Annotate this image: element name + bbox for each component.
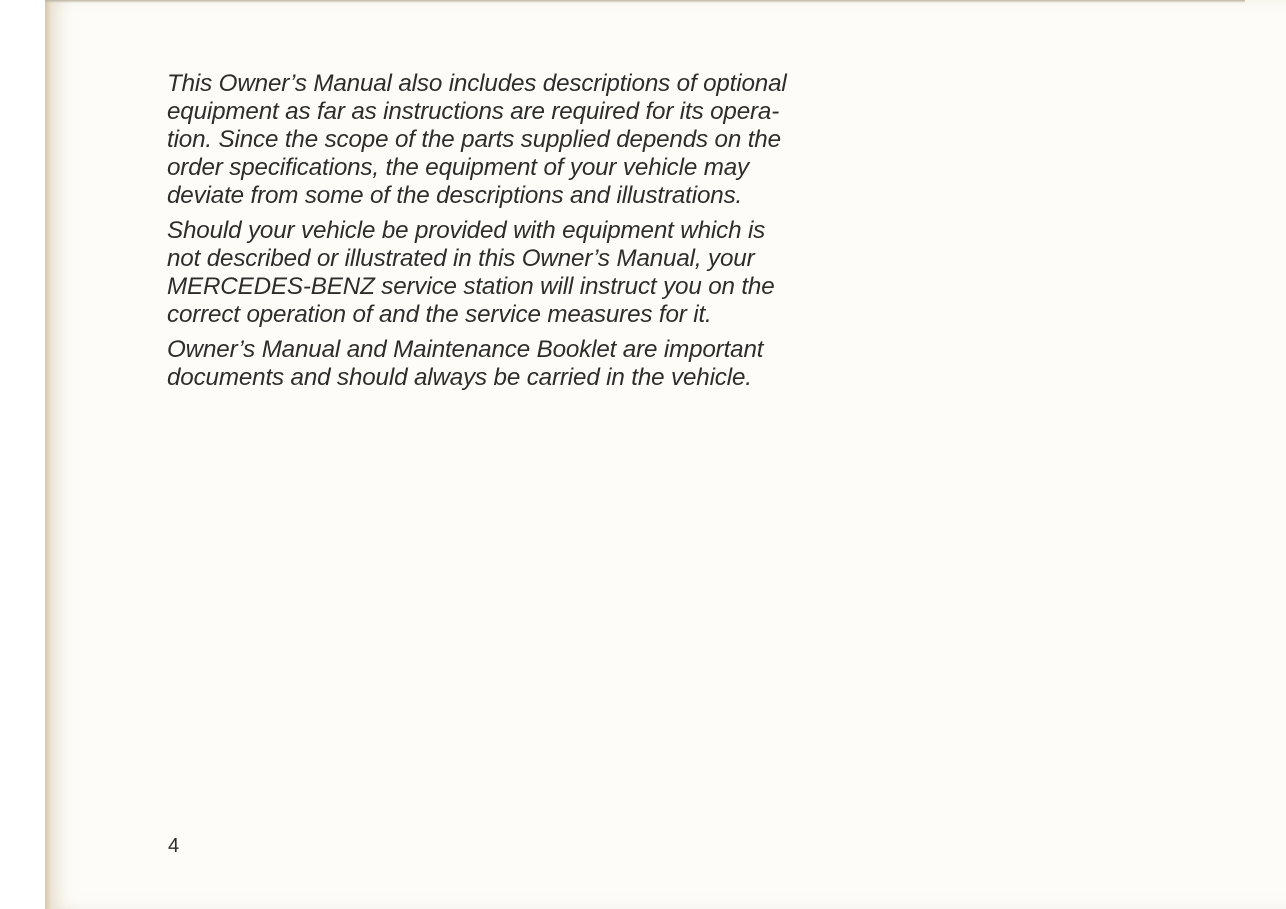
paragraph-optional-equipment: This Owner’s Manual also includes descriptions of optional equipment as far as instructions are required for its opera- tion. Since the scope of the parts supplied depends on the order specifications, the equipment of your vehicle may deviate from some of the descriptions and illustrations. [167, 70, 787, 209]
paragraph-undescribed-equipment: Should your vehicle be provided with equipment which is not described or illustrated in this Owner’s Manual, your MERCEDES-BENZ service station will instruct you on the correct operation of and the service measures for it. [167, 217, 775, 328]
body-text [167, 70, 897, 399]
paragraph-documents-in-vehicle: Owner’s Manual and Maintenance Booklet are important documents and should always be carried in the vehicle. [167, 336, 764, 391]
page-number: 4 [168, 835, 180, 857]
binding-edge [45, 0, 51, 909]
page-top-edge [45, 0, 1245, 3]
